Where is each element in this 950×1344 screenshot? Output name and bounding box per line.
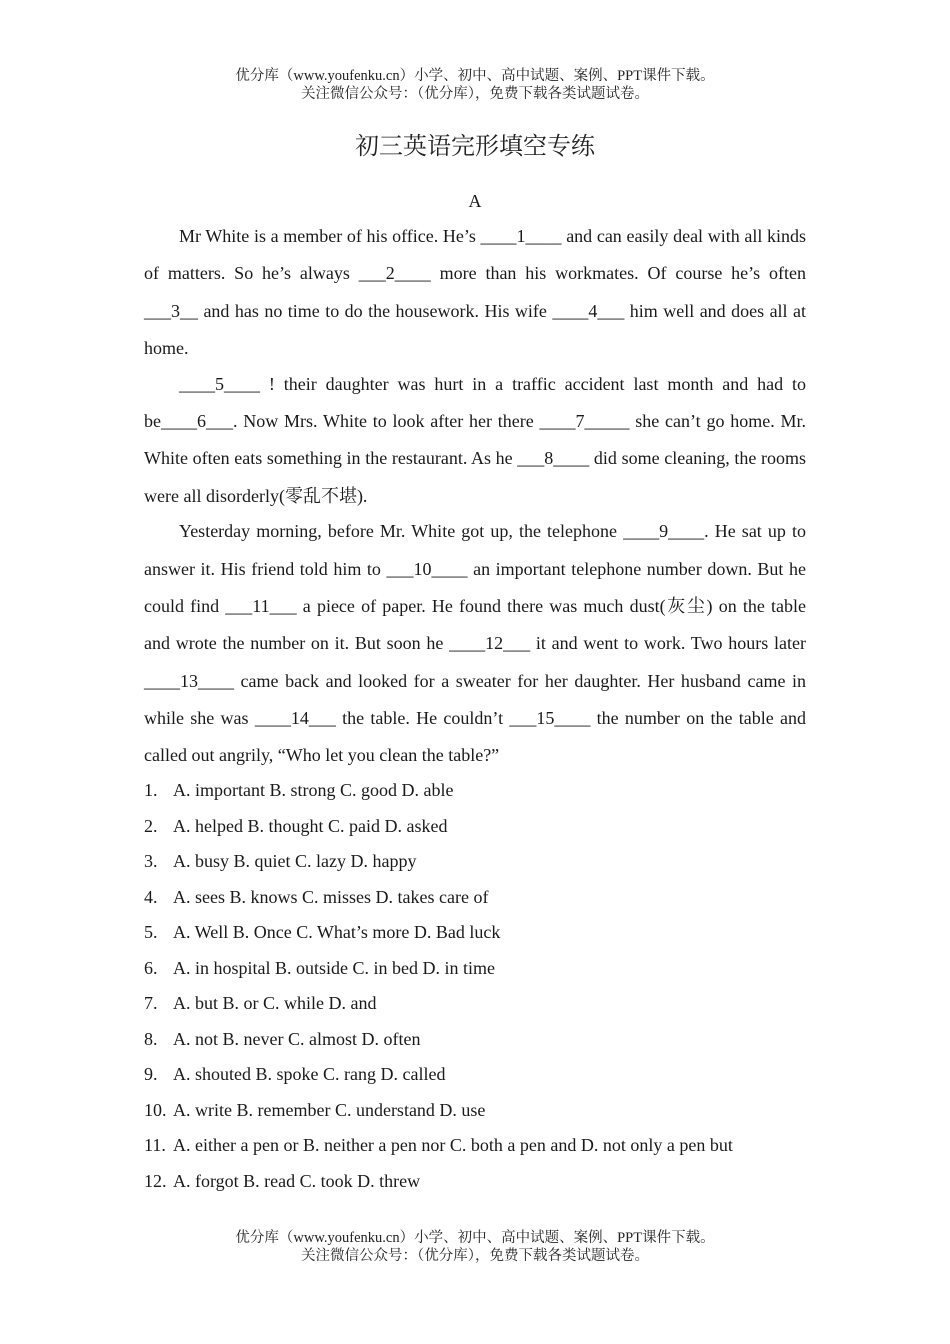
footer-line-2: 关注微信公众号：（优分库），免费下载各类试题试卷。 [301,1248,649,1264]
question-options: A. either a pen or B. neither a pen nor C. both a pen and D. not only a pen but [173,1135,733,1155]
page-title: 初三英语完形填空专练 [355,134,595,160]
header-line-1: 优分库（www.youfenku.cn）小学、初中、高中试题、案例、PPT课件下载。 [235,68,715,84]
passage-paragraph-2: ____5____ ! their daughter was hurt in a traffic accident last month and had to be____6___. Now Mrs. White to look after her there ____7_____ she can’t go home. Mr. White often eats something in the restaurant. As he ___8____ did some cleaning, the rooms were all disorderly(零乱不堪). [144,373,806,506]
question-options: A. Well B. Once C. What’s more D. Bad luck [173,922,501,942]
question-row [144,951,806,987]
question-options: A. shouted B. spoke C. rang D. called [173,1064,446,1084]
question-number: 5. [144,922,158,942]
question-row [144,1022,806,1058]
question-options: A. in hospital B. outside C. in bed D. in time [173,957,495,978]
question-row [144,915,806,951]
question-options: A. forgot B. read C. took D. threw [173,1170,421,1191]
answer-options-list [144,773,806,1199]
question-row [144,1128,806,1164]
question-options: A. not B. never C. almost D. often [173,1028,421,1049]
question-number: 9. [144,1064,158,1084]
question-options: A. write B. remember C. understand D. use [173,1099,486,1120]
question-number: 1. [144,780,158,800]
question-row [144,773,806,809]
page-footer [0,1229,950,1265]
question-number: 7. [144,993,158,1013]
cloze-passage [144,218,806,773]
question-row [144,809,806,845]
question-number: 10. [144,1099,167,1120]
question-row [144,880,806,916]
header-line-2: 关注微信公众号：（优分库），免费下载各类试题试卷。 [301,86,649,102]
footer-line-1: 优分库（www.youfenku.cn）小学、初中、高中试题、案例、PPT课件下载。 [235,1230,715,1246]
question-number: 6. [144,957,158,978]
passage-paragraph-3: Yesterday morning, before Mr. White got up, the telephone ____9____. He sat up to answer it. His friend told him to ___10____ an important telephone number down. But he could find ___11___ a piece of paper. He found there was much dust(灰尘) on the table and wrote the number on it. But soon he ____12___ it and went to work. Two hours later ____13____ came back and looked for a sweater for her daughter. Her husband came in while she was ____14___ the table. He couldn’t ___15____ the number on the table and called out angrily, “Who let you clean the table?” [144,521,806,766]
question-number: 2. [144,815,158,836]
question-number: 11. [144,1135,166,1155]
question-number: 4. [144,886,158,907]
question-row [144,986,806,1022]
question-options: A. but B. or C. while D. and [173,993,377,1013]
question-options: A. important B. strong C. good D. able [173,780,454,800]
section-label: A [468,191,482,211]
question-options: A. helped B. thought C. paid D. asked [173,815,448,836]
question-row [144,1093,806,1129]
question-row [144,1164,806,1200]
passage-paragraph-1: Mr White is a member of his office. He’s ____1____ and can easily deal with all kinds of matters. So he’s always ___2____ more than his workmates. Of course he’s often ___3__ and has no time to do the housework. His wife ____4___ him well and does all at home. [144,226,806,358]
question-row [144,1057,806,1093]
question-number: 12. [144,1170,167,1191]
question-row [144,844,806,880]
question-number: 3. [144,851,158,871]
question-number: 8. [144,1028,158,1049]
question-options: A. busy B. quiet C. lazy D. happy [173,851,417,871]
question-options: A. sees B. knows C. misses D. takes care of [173,886,489,907]
page-header [0,67,950,103]
